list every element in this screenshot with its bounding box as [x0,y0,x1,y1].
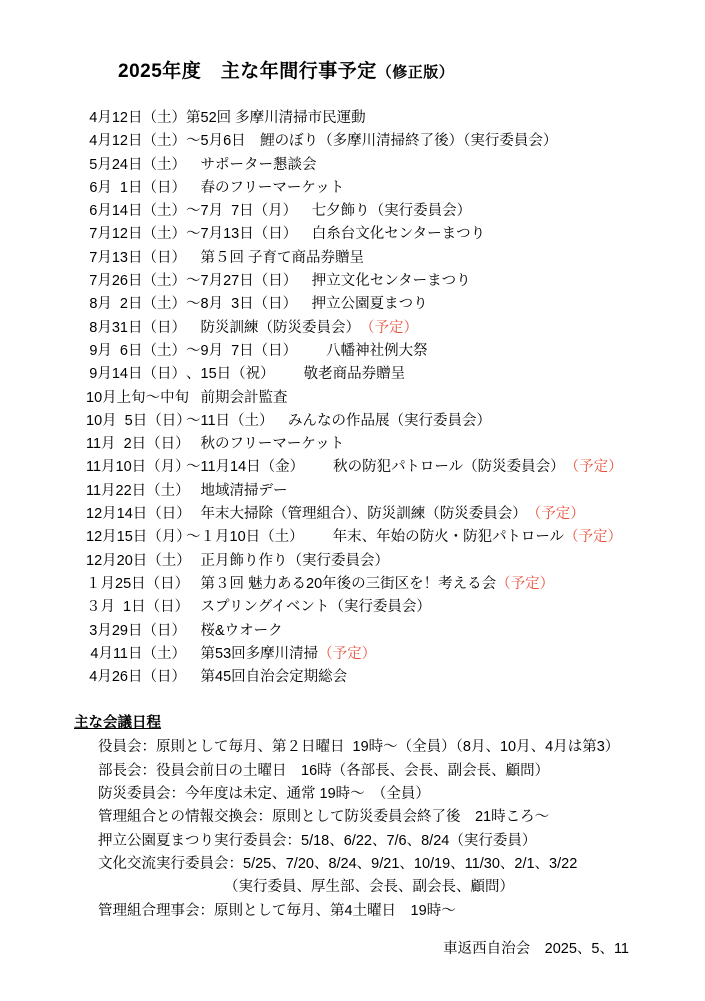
schedule-date: 10月 5日（日） [86,412,191,429]
schedule-date-range: ～11日（土） [186,412,274,429]
meeting-row: 管理組合理事会：原則として毎月、第4土曜日 19時～ [98,902,456,919]
schedule-row [86,177,705,200]
schedule-event: 第45回自治会定期総会 [186,669,348,686]
schedule-row [86,573,705,596]
schedule-event: 鯉のぼり（多摩川清掃終了後）（実行委員会） [245,133,558,150]
schedule-date: 4月12日（土） [89,133,186,150]
schedule-event: 八幡神社例大祭 [297,342,428,359]
schedule-event: 押立文化センターまつり [297,273,471,290]
schedule-event: スプリングイベント（実行委員会） [186,599,431,616]
meeting-row: 部長会：役員会前日の土曜日 16時（各部長、会長、副会長、顧問） [98,762,550,779]
schedule-event: 年末、年始の防火・防犯パトロール [303,529,565,546]
schedule-row [86,550,705,573]
annual-schedule-list [0,107,705,689]
schedule-row [86,503,705,526]
schedule-row [86,317,705,340]
schedule-event: 防災訓練（防災委員会） [186,319,368,336]
meeting-row: 防災委員会：今年度は未定、通常 19時～ （全員） [98,786,430,803]
schedule-event: 第５回 子育て商品券贈呈 [186,249,365,266]
schedule-row [86,363,705,386]
page-title-main: 2025年度 主な年間行事予定 [118,61,377,82]
schedule-tentative-badge: （予定） [367,319,418,336]
schedule-date: 7月26日（土） [89,273,186,290]
schedule-row [86,456,705,479]
schedule-row [86,130,705,153]
schedule-event: 春のフリーマーケット [186,179,345,196]
schedule-date: 12月15日（月） [86,529,191,546]
schedule-event: 前期会計監査 [186,389,288,406]
schedule-row [86,200,705,223]
schedule-date: 5月24日（土） [89,156,186,173]
schedule-tentative-badge: （予定） [571,459,623,476]
schedule-date: 7月13日（日） [89,249,186,266]
meeting-row: 押立公園夏まつり実行委員会：5/18、6/22、7/6、8/24（実行委員） [98,832,537,849]
schedule-date: 6月14日（土） [89,203,186,220]
schedule-row [86,666,705,689]
schedule-row [86,410,705,433]
schedule-date-range: ～9月 7日（日） [186,342,298,359]
schedule-date-range: ～7月27日（日） [186,273,298,290]
schedule-event: 秋の防犯パトロール（防災委員会） [304,459,572,476]
schedule-date: １月25日（日） [86,575,190,592]
schedule-event: サポーター懇談会 [186,156,317,173]
schedule-row [86,270,705,293]
schedule-event: 地域清掃デー [186,482,288,499]
schedule-date-range: ～5月6日 [186,133,246,150]
schedule-date: ３月 1日（日） [86,599,190,616]
schedule-event: 七夕飾り（実行委員会） [297,203,472,220]
schedule-date: 4月26日（日） [89,669,186,686]
document-signature: 車返西自治会 2025、5、11 [443,940,629,957]
schedule-row [86,293,705,316]
schedule-event: 年末大掃除（管理組合）、防災訓練（防災委員会） [186,506,534,523]
schedule-row [86,643,705,666]
schedule-date: 11月 2日（日） [86,436,190,453]
schedule-date: 12月20日（土） [86,552,191,569]
schedule-date: 6月 1日（日） [89,179,186,196]
schedule-row [86,107,705,130]
schedule-date: 11月10日（月） [86,459,190,476]
schedule-date: 9月14日（日） [89,366,186,383]
meetings-list [74,736,705,922]
meeting-row: 役員会：原則として毎月、第２日曜日 19時～（全員）（8月、10月、4月は第3） [98,739,620,756]
schedule-date: 10月上旬～中旬 [86,389,190,406]
schedule-tentative-badge: （予定） [534,506,585,523]
schedule-row [86,433,705,456]
meetings-heading: 主な会議日程 [74,715,161,732]
schedule-event: 白糸台文化センターまつり [297,226,486,243]
schedule-date-range: ～11月14日（金） [186,459,305,476]
schedule-date: 11月22日（土） [86,482,190,499]
schedule-tentative-badge: （予定） [564,529,623,546]
page-title-suffix: （修正版） [376,64,455,81]
schedule-event: 秋のフリーマーケット [186,436,345,453]
schedule-row [86,526,705,549]
schedule-date-range: ～7月13日（日） [186,226,298,243]
schedule-row [86,596,705,619]
schedule-tentative-badge: （予定） [496,575,555,592]
meeting-row: 文化交流実行委員会：5/25、7/20、8/24、9/21、10/19、11/30、2/1、3/22 [98,855,578,872]
schedule-date: 9月 6日（土） [89,342,186,359]
schedule-row [86,340,705,363]
meeting-row: 管理組合との情報交換会：原則として防災委員会終了後 21時ころ～ [98,809,550,826]
schedule-row [86,223,705,246]
schedule-event: 桜&ウオーク [186,622,283,639]
schedule-tentative-badge: （予定） [318,645,377,662]
schedule-date: 7月12日（土） [89,226,186,243]
schedule-date-range: ～7月 7日（月） [186,203,298,220]
schedule-date: 4月11日（土） [90,645,186,662]
schedule-event: 押立公園夏まつり [297,296,428,313]
schedule-row [86,154,705,177]
schedule-row [86,480,705,503]
schedule-event: 敬老商品券贈呈 [274,366,406,383]
schedule-row [86,620,705,643]
schedule-row [86,387,705,410]
schedule-event: 正月飾り作り（実行委員会） [186,552,389,569]
schedule-date: 3月29日（日） [89,622,186,639]
meetings-section [0,711,705,922]
schedule-date-range: ～１月10日（土） [186,529,304,546]
schedule-event: みんなの作品展（実行委員会） [273,412,492,429]
schedule-event: 第52回 多摩川清掃市民運動 [186,110,366,126]
schedule-date-range: 、15日（祝） [186,366,275,383]
schedule-row [86,247,705,270]
meeting-row: （実行委員、厚生部、会長、副会長、顧問） [224,879,514,896]
schedule-date: 8月31日（日） [89,319,186,336]
schedule-date: 12月14日（日） [86,506,191,523]
schedule-event: 第53回多摩川清掃 [186,645,319,662]
page-title [0,0,705,83]
schedule-date: 8月 2日（土） [89,296,186,313]
schedule-date-range: ～8月 3日（日） [186,296,298,313]
schedule-date: 4月12日（土） [89,110,186,126]
schedule-event: 第３回 魅力ある20年後の三街区を！考える会 [186,575,497,592]
